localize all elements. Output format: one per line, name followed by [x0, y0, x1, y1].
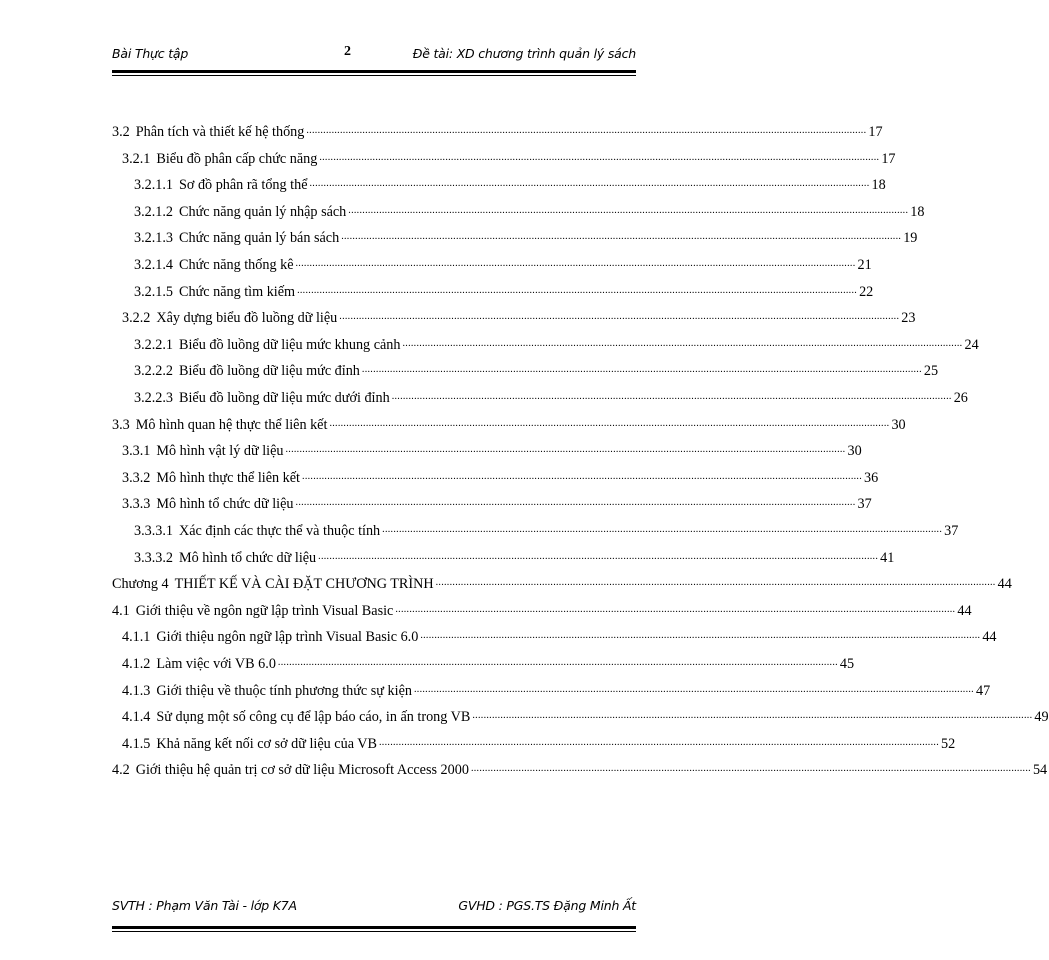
toc-entry[interactable]: [112, 199, 925, 221]
toc-leader-dots: ........................................................................................................................................................................................................: [361, 364, 922, 376]
toc-entry-number: 3.3: [112, 416, 130, 433]
toc-entry-number: 3.2.1: [122, 150, 151, 167]
toc-leader-dots: ........................................................................................................................................................................................................: [470, 763, 1031, 775]
toc-leader-dots: ........................................................................................................................................................................................................: [420, 630, 981, 642]
toc-leader-dots: ........................................................................................................................................................................................................: [339, 311, 900, 323]
toc-entry-number: Chương 4: [112, 576, 169, 593]
toc-entry-number: 4.1.5: [122, 735, 151, 752]
toc-entry-title: Biểu đồ luồng dữ liệu mức đỉnh: [179, 363, 360, 380]
toc-entry-page: 44: [982, 629, 997, 646]
toc-entry-page: 49: [1034, 709, 1049, 726]
toc-entry[interactable]: [112, 146, 896, 168]
toc-entry-number: 4.1: [112, 602, 130, 619]
toc-entry-title: Sử dụng một số công cụ để lập báo cáo, in ấn trong VB: [156, 709, 471, 726]
toc-entry-number: 3.2.1.3: [134, 230, 174, 247]
toc-entry-title: Biểu đồ luồng dữ liệu mức dưới đỉnh: [179, 390, 390, 406]
toc-entry-page: 44: [957, 602, 972, 619]
toc-entry-title: Khả năng kết nối cơ sở dữ liệu của VB: [156, 735, 377, 752]
toc-entry-number: 4.1.4: [122, 709, 151, 726]
toc-entry-title: Chức năng quản lý bán sách: [179, 230, 340, 247]
toc-entry-title: Phân tích và thiết kế hệ thống: [135, 124, 305, 140]
toc-entry-number: 3.3.3.2: [134, 549, 174, 566]
toc-leader-dots: ........................................................................................................................................................................................................: [309, 178, 870, 190]
toc-entry-page: 45: [839, 656, 855, 672]
footer-rule: [112, 926, 636, 929]
toc-entry[interactable]: [112, 358, 939, 380]
toc-entry-title: Mô hình tổ chức dữ liệu: [156, 496, 294, 513]
toc-entry-number: 3.2.1.4: [134, 257, 174, 273]
toc-entry[interactable]: [112, 624, 997, 646]
toc-leader-dots: ........................................................................................................................................................................................................: [348, 204, 909, 216]
toc-entry-number: 4.1.1: [122, 629, 151, 646]
toc-entry-title: Mô hình vật lý dữ liệu: [156, 443, 284, 460]
toc-leader-dots: ........................................................................................................................................................................................................: [382, 524, 943, 535]
toc-entry[interactable]: [112, 119, 883, 141]
toc-entry-page: 25: [923, 363, 939, 380]
toc-leader-dots: ........................................................................................................................................................................................................: [379, 736, 939, 748]
toc-leader-dots: ........................................................................................................................................................................................................: [395, 603, 956, 615]
toc-entry[interactable]: [112, 731, 956, 753]
footer-supervisor: GVHD : PGS.TS Đặng Minh Ất: [458, 898, 636, 913]
toc-entry-title: Giới thiệu hệ quản trị cơ sở dữ liệu Microsoft Access 2000: [135, 762, 469, 779]
toc-entry-number: 3.2.1.1: [134, 177, 174, 194]
toc-leader-dots: ........................................................................................................................................................................................................: [318, 550, 879, 562]
toc-entry-page: 22: [859, 283, 874, 300]
toc-entry-title: Giới thiệu về thuộc tính phương thức sự kiện: [156, 682, 412, 699]
toc-leader-dots: ........................................................................................................................................................................................................: [295, 258, 856, 269]
toc-entry-page: 52: [941, 735, 956, 752]
toc-leader-dots: ........................................................................................................................................................................................................: [413, 683, 974, 695]
toc-entry-page: 41: [880, 549, 895, 566]
toc-entry[interactable]: [112, 571, 1012, 593]
toc-entry-number: 3.2.2.3: [134, 390, 174, 406]
page-header: [112, 46, 636, 66]
toc-entry-number: 3.2.1.5: [134, 283, 174, 300]
toc-entry[interactable]: [112, 704, 1049, 726]
toc-leader-dots: ........................................................................................................................................................................................................: [302, 470, 863, 482]
toc-entry[interactable]: [112, 252, 872, 274]
toc-entry-page: 21: [857, 257, 872, 273]
toc-entry-page: 36: [864, 469, 879, 486]
toc-entry-page: 17: [881, 150, 896, 167]
toc-entry-page: 37: [944, 523, 959, 539]
toc-entry-title: Mô hình thực thể liên kết: [156, 469, 301, 486]
toc-entry-number: 4.1.2: [122, 656, 151, 672]
toc-leader-dots: ........................................................................................................................................................................................................: [391, 391, 952, 402]
toc-leader-dots: ........................................................................................................................................................................................................: [435, 577, 996, 589]
toc-entry-page: 47: [975, 682, 991, 699]
toc-entry-number: 4.1.3: [122, 682, 151, 699]
toc-entry[interactable]: [112, 412, 906, 434]
toc-leader-dots: ........................................................................................................................................................................................................: [306, 125, 867, 136]
footer-student: SVTH : Phạm Văn Tài - lớp K7A: [112, 898, 297, 913]
toc-entry-title: Xác định các thực thể và thuộc tính: [179, 523, 381, 539]
header-left-text: Bài Thực tập: [112, 46, 189, 61]
toc-entry-number: 3.2: [112, 124, 130, 140]
toc-entry-page: 19: [903, 230, 918, 247]
toc-entry-number: 3.3.3.1: [134, 523, 174, 539]
toc-entry[interactable]: [112, 651, 855, 673]
toc-entry-title: Giới thiệu ngôn ngữ lập trình Visual Basic 6.0: [156, 629, 419, 646]
toc-entry-page: 24: [964, 336, 979, 353]
toc-entry[interactable]: [112, 757, 1048, 779]
toc-entry[interactable]: [112, 225, 918, 247]
toc-entry-page: 54: [1032, 762, 1048, 779]
page-number: 2: [344, 44, 351, 59]
toc-entry[interactable]: [112, 279, 874, 301]
toc-entry-title: Biểu đồ luồng dữ liệu mức khung cảnh: [179, 336, 401, 353]
toc-entry-title: Chức năng tìm kiếm: [179, 283, 296, 300]
toc-entry-number: 3.2.2.2: [134, 363, 174, 380]
toc-entry[interactable]: [112, 598, 972, 620]
toc-entry-page: 30: [847, 443, 862, 460]
toc-entry-title: Sơ đồ phân rã tổng thể: [179, 177, 308, 194]
toc-entry[interactable]: [112, 678, 991, 700]
toc-entry-page: 37: [857, 496, 872, 513]
toc-entry-number: 3.2.2.1: [134, 336, 174, 353]
header-right-text: Đề tài: XD chương trình quản lý sách: [412, 46, 636, 61]
toc-entry-page: 18: [871, 177, 886, 194]
toc-entry-title: Mô hình quan hệ thực thể liên kết: [135, 416, 328, 433]
toc-entry[interactable]: [112, 438, 862, 460]
toc-leader-dots: ........................................................................................................................................................................................................: [319, 151, 880, 163]
toc-entry-title: Giới thiệu về ngôn ngữ lập trình Visual Basic: [135, 602, 394, 619]
toc-entry-number: 3.3.3: [122, 496, 151, 513]
header-rule: [112, 70, 636, 73]
toc-entry-title: Chức năng thống kê: [179, 257, 294, 273]
toc-entry-page: 23: [901, 310, 916, 327]
toc-entry-title: Làm việc với VB 6.0: [156, 656, 276, 672]
toc-leader-dots: ........................................................................................................................................................................................................: [295, 497, 856, 509]
toc-leader-dots: ........................................................................................................................................................................................................: [341, 231, 902, 243]
toc-entry-page: 17: [868, 124, 883, 140]
toc-leader-dots: ........................................................................................................................................................................................................: [297, 284, 858, 296]
toc-entry[interactable]: [112, 465, 879, 487]
toc-entry[interactable]: [112, 172, 886, 194]
toc-entry-number: 3.3.2: [122, 469, 151, 486]
toc-leader-dots: ........................................................................................................................................................................................................: [277, 657, 838, 668]
toc-leader-dots: ........................................................................................................................................................................................................: [329, 417, 890, 429]
toc-entry-page: 30: [891, 416, 906, 433]
toc-leader-dots: ........................................................................................................................................................................................................: [285, 444, 846, 456]
toc-leader-dots: ........................................................................................................................................................................................................: [402, 337, 963, 349]
toc-entry[interactable]: [112, 491, 872, 513]
toc-entry-number: 3.3.1: [122, 443, 151, 460]
toc-entry-title: Biểu đồ phân cấp chức năng: [156, 150, 318, 167]
toc-entry-number: 3.2.2: [122, 310, 151, 327]
toc-entry[interactable]: [112, 385, 968, 407]
toc-entry[interactable]: [112, 518, 959, 540]
toc-entry[interactable]: [112, 305, 916, 327]
toc-entry[interactable]: [112, 545, 895, 567]
toc-leader-dots: ........................................................................................................................................................................................................: [472, 710, 1033, 722]
toc-entry-page: 26: [953, 390, 968, 406]
toc-entry-number: 3.2.1.2: [134, 203, 174, 220]
toc-entry[interactable]: [112, 332, 979, 354]
toc-entry-title: Mô hình tổ chức dữ liệu: [179, 549, 317, 566]
toc-entry-title: THIẾT KẾ VÀ CÀI ĐẶT CHƯƠNG TRÌNH: [174, 576, 434, 593]
toc-entry-title: Chức năng quản lý nhập sách: [179, 203, 347, 220]
toc-entry-title: Xây dựng biểu đồ luồng dữ liệu: [156, 310, 338, 327]
toc-entry-page: 18: [910, 203, 925, 220]
toc-entry-page: 44: [997, 576, 1012, 593]
toc-entry-number: 4.2: [112, 762, 130, 779]
